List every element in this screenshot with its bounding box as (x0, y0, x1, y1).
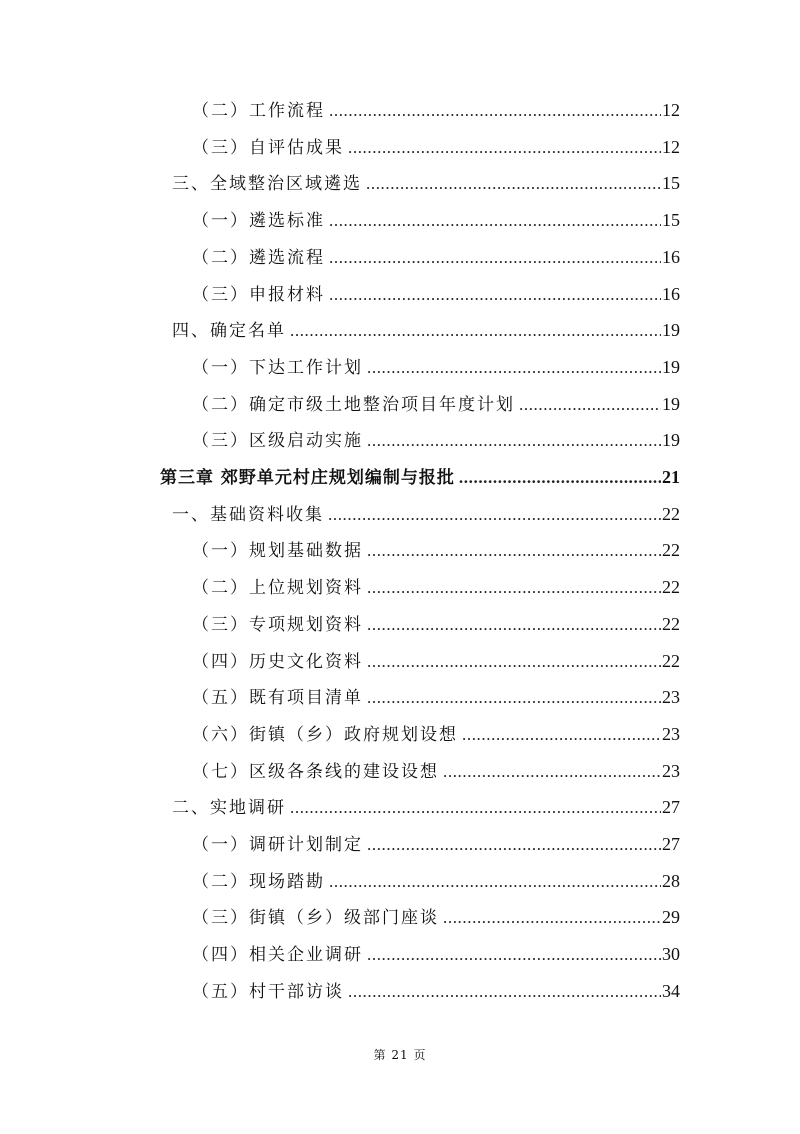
toc-entry-page-number: 22 (662, 503, 680, 524)
toc-entry[interactable] (192, 753, 680, 789)
toc-entry-page-number: 27 (662, 797, 680, 818)
toc-entry[interactable] (192, 239, 680, 275)
toc-entry[interactable] (192, 863, 680, 899)
toc-dot-leader (443, 900, 661, 936)
toc-entry-page-number: 12 (662, 100, 680, 120)
toc-dot-leader (367, 680, 661, 716)
toc-entry[interactable] (172, 789, 680, 825)
toc-entry-title: 三、全域整治区域遴选 (172, 174, 362, 195)
toc-entry[interactable] (192, 349, 680, 385)
toc-chapter-entry[interactable] (160, 459, 680, 495)
toc-entry[interactable] (192, 679, 680, 715)
toc-dot-leader (348, 130, 661, 166)
toc-dot-leader (367, 570, 661, 606)
toc-entry-page-number: 28 (662, 870, 680, 891)
page-footer: 第 21 页 (373, 1048, 427, 1062)
toc-entry[interactable] (172, 165, 680, 201)
toc-entry[interactable] (192, 202, 680, 238)
toc-entry-title: （二）工作流程 (192, 101, 325, 121)
toc-dot-leader (459, 460, 661, 496)
toc-entry-page-number: 19 (662, 320, 680, 341)
toc-entry-page-number: 19 (662, 393, 680, 414)
toc-entry-page-number: 22 (662, 613, 680, 634)
toc-entry-page-number: 34 (662, 980, 680, 1001)
toc-entry-title: （一）遴选标准 (192, 211, 325, 232)
toc-entry[interactable] (172, 312, 680, 348)
toc-entry-title: （二）上位规划资料 (192, 578, 363, 599)
toc-entry[interactable] (192, 532, 680, 568)
toc-dot-leader (366, 166, 661, 202)
toc-entry-page-number: 19 (662, 356, 680, 377)
toc-entry[interactable] (192, 422, 680, 458)
toc-dot-leader (367, 644, 661, 680)
toc-dot-leader (367, 533, 661, 569)
toc-entry[interactable] (192, 386, 680, 422)
toc-dot-leader (290, 313, 661, 349)
toc-entry[interactable] (192, 276, 680, 312)
toc-entry-title: 一、基础资料收集 (172, 504, 324, 525)
toc-dot-leader (519, 387, 661, 423)
toc-entry-page-number: 22 (662, 650, 680, 671)
toc-entry-title: （七）区级各条线的建设设想 (192, 761, 439, 782)
toc-entry-title: （三）申报材料 (192, 284, 325, 305)
toc-entry-title: （二）遴选流程 (192, 247, 325, 268)
toc-entry-page-number: 16 (662, 246, 680, 267)
toc-entry-title: （四）历史文化资料 (192, 651, 363, 672)
toc-dot-leader (443, 754, 661, 790)
toc-entry[interactable] (192, 716, 680, 752)
toc-entry[interactable] (172, 496, 680, 532)
toc-entry-title: （三）区级启动实施 (192, 431, 363, 452)
toc-entry[interactable] (192, 826, 680, 862)
toc-entry-title: （一）调研计划制定 (192, 835, 363, 855)
toc-entry-page-number: 29 (662, 907, 680, 928)
toc-entry-title: 第三章 郊野单元村庄规划编制与报批 (160, 468, 455, 488)
toc-entry[interactable] (192, 899, 680, 935)
toc-dot-leader (329, 277, 661, 313)
toc-dot-leader (329, 93, 661, 129)
toc-entry-title: （一）下达工作计划 (192, 357, 363, 378)
toc-dot-leader (367, 350, 661, 386)
toc-dot-leader (329, 864, 661, 900)
toc-entry-page-number: 16 (662, 283, 680, 304)
toc-dot-leader (367, 423, 661, 459)
toc-dot-leader (367, 607, 661, 643)
toc-entry[interactable] (192, 643, 680, 679)
toc-entry-page-number: 23 (662, 760, 680, 781)
toc-entry[interactable] (192, 936, 680, 972)
toc-entry-page-number: 23 (662, 687, 680, 708)
toc-entry-page-number: 23 (662, 723, 680, 744)
toc-entry[interactable] (192, 129, 680, 165)
toc-entry-title: 四、确定名单 (172, 321, 286, 342)
toc-entry-page-number: 27 (662, 834, 680, 854)
toc-entry[interactable] (192, 973, 680, 1009)
toc-entry[interactable] (192, 606, 680, 642)
toc-entry[interactable] (192, 569, 680, 605)
toc-entry-page-number: 12 (662, 136, 680, 157)
toc-entry[interactable] (192, 92, 680, 128)
toc-entry-title: （五）村干部访谈 (192, 981, 344, 1002)
toc-entry-title: （二）现场踏勘 (192, 871, 325, 892)
toc-entry-title: （三）街镇（乡）级部门座谈 (192, 908, 439, 929)
toc-entry-page-number: 15 (662, 173, 680, 194)
toc-entry-page-number: 21 (662, 467, 680, 487)
toc-entry-title: 二、实地调研 (172, 798, 286, 819)
toc-entry-title: （六）街镇（乡）政府规划设想 (192, 724, 458, 745)
toc-dot-leader (328, 497, 661, 533)
toc-entry-title: （五）既有项目清单 (192, 688, 363, 709)
toc-dot-leader (329, 203, 661, 239)
toc-dot-leader (290, 790, 661, 826)
toc-dot-leader (329, 240, 661, 276)
toc-entry-title: （三）专项规划资料 (192, 614, 363, 635)
toc-entry-page-number: 22 (662, 577, 680, 598)
toc-entry-title: （一）规划基础数据 (192, 541, 363, 562)
toc-dot-leader (367, 827, 661, 863)
toc-dot-leader (348, 974, 661, 1010)
toc-entry-page-number: 22 (662, 540, 680, 561)
toc-entry-title: （二）确定市级土地整治项目年度计划 (192, 394, 515, 415)
toc-entry-page-number: 15 (662, 210, 680, 231)
toc-dot-leader (367, 937, 661, 973)
toc-dot-leader (462, 717, 661, 753)
toc-entry-page-number: 19 (662, 430, 680, 451)
toc-entry-page-number: 30 (662, 944, 680, 965)
toc-entry-title: （三）自评估成果 (192, 137, 344, 158)
toc-entry-title: （四）相关企业调研 (192, 945, 363, 966)
